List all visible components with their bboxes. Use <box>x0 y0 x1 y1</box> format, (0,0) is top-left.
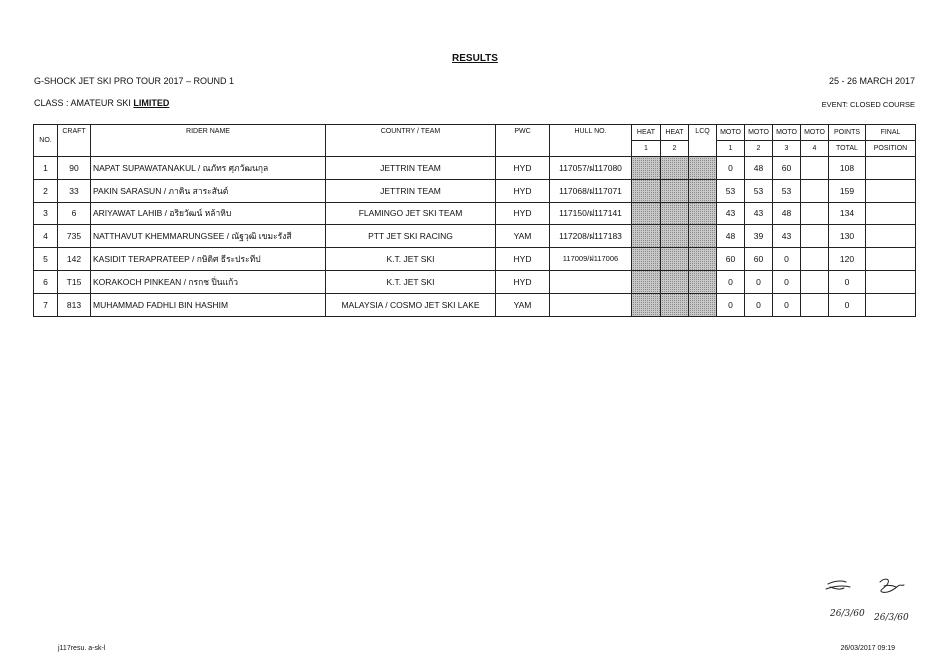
cell-moto4 <box>801 293 829 316</box>
cell-heat1 <box>632 270 661 293</box>
cell-heat1 <box>632 293 661 316</box>
cell-heat2 <box>661 270 689 293</box>
cell-moto3: 43 <box>773 225 801 248</box>
col-moto4-sub: 4 <box>801 141 829 157</box>
cell-country: K.T. JET SKI <box>326 270 496 293</box>
col-moto1: MOTO <box>717 125 745 141</box>
cell-moto2: 0 <box>745 270 773 293</box>
table-row <box>34 225 916 248</box>
cell-moto1: 0 <box>717 293 745 316</box>
page-title: RESULTS <box>452 53 498 64</box>
cell-no: 7 <box>34 293 58 316</box>
table-row <box>34 157 916 180</box>
class-line <box>34 98 169 108</box>
cell-moto2: 60 <box>745 248 773 271</box>
cell-no: 2 <box>34 179 58 202</box>
cell-heat1 <box>632 248 661 271</box>
cell-craft: 33 <box>58 179 91 202</box>
cell-rider: KASIDIT TERAPRATEEP / กษิดิศ ธีระประทีป <box>91 248 326 271</box>
cell-moto2: 0 <box>745 293 773 316</box>
cell-craft: T15 <box>58 270 91 293</box>
cell-craft: 90 <box>58 157 91 180</box>
event-type: EVENT: CLOSED COURSE <box>821 100 915 109</box>
cell-lcq <box>689 270 717 293</box>
event-name: G-SHOCK JET SKI PRO TOUR 2017 – ROUND 1 <box>34 76 235 86</box>
cell-hull <box>550 270 632 293</box>
cell-moto1: 53 <box>717 179 745 202</box>
cell-rider: KORAKOCH PINKEAN / กรกช ปิ่นแก้ว <box>91 270 326 293</box>
cell-country: JETTRIN TEAM <box>326 179 496 202</box>
cell-hull: 117009/ฝ117006 <box>550 248 632 271</box>
cell-no: 5 <box>34 248 58 271</box>
col-moto2: MOTO <box>745 125 773 141</box>
cell-country: K.T. JET SKI <box>326 248 496 271</box>
cell-country: PTT JET SKI RACING <box>326 225 496 248</box>
cell-moto1: 0 <box>717 157 745 180</box>
cell-heat2 <box>661 293 689 316</box>
results-table <box>33 124 916 317</box>
cell-moto2: 53 <box>745 179 773 202</box>
cell-pwc: YAM <box>496 225 550 248</box>
col-lcq: LCQ <box>689 125 717 157</box>
table-row <box>34 270 916 293</box>
table-row <box>34 202 916 225</box>
cell-heat2 <box>661 248 689 271</box>
signature-date-two: 26/3/60 <box>874 613 909 623</box>
cell-final <box>866 157 916 180</box>
col-moto2-sub: 2 <box>745 141 773 157</box>
cell-heat1 <box>632 179 661 202</box>
col-hull: HULL NO. <box>550 125 632 157</box>
footer-timestamp: 26/03/2017 09:19 <box>840 645 895 652</box>
cell-craft: 6 <box>58 202 91 225</box>
cell-hull <box>550 293 632 316</box>
class-prefix: CLASS : AMATEUR SKI <box>34 98 134 108</box>
cell-final <box>866 248 916 271</box>
cell-no: 1 <box>34 157 58 180</box>
cell-craft: 813 <box>58 293 91 316</box>
cell-heat1 <box>632 225 661 248</box>
cell-points: 134 <box>829 202 866 225</box>
cell-craft: 735 <box>58 225 91 248</box>
cell-moto1: 0 <box>717 270 745 293</box>
cell-heat1 <box>632 202 661 225</box>
cell-moto1: 60 <box>717 248 745 271</box>
col-no: NO. <box>34 125 58 157</box>
table-row <box>34 293 916 316</box>
cell-hull: 117057/ฝ117080 <box>550 157 632 180</box>
cell-lcq <box>689 225 717 248</box>
cell-moto1: 43 <box>717 202 745 225</box>
cell-country: JETTRIN TEAM <box>326 157 496 180</box>
cell-final <box>866 270 916 293</box>
cell-points: 120 <box>829 248 866 271</box>
cell-lcq <box>689 202 717 225</box>
cell-moto4 <box>801 248 829 271</box>
signature-date-one: 26/3/60 <box>830 609 865 619</box>
footer-file-ref: j117resu. a-sk-l <box>58 645 106 652</box>
cell-moto4 <box>801 202 829 225</box>
handwritten-signatures <box>822 574 922 624</box>
cell-moto3: 0 <box>773 270 801 293</box>
cell-points: 130 <box>829 225 866 248</box>
cell-hull: 117068/ฝ117071 <box>550 179 632 202</box>
cell-moto3: 0 <box>773 248 801 271</box>
cell-points: 159 <box>829 179 866 202</box>
col-moto1-sub: 1 <box>717 141 745 157</box>
col-heat1: HEAT <box>632 125 661 141</box>
signature-one <box>826 581 850 589</box>
cell-moto4 <box>801 179 829 202</box>
cell-lcq <box>689 179 717 202</box>
cell-rider: MUHAMMAD FADHLI BIN HASHIM <box>91 293 326 316</box>
cell-moto3: 48 <box>773 202 801 225</box>
cell-hull: 117150/ฝ117141 <box>550 202 632 225</box>
col-final: FINAL <box>866 125 916 141</box>
cell-country: MALAYSIA / COSMO JET SKI LAKE <box>326 293 496 316</box>
cell-no: 4 <box>34 225 58 248</box>
col-final-sub: POSITION <box>866 141 916 157</box>
cell-pwc: HYD <box>496 202 550 225</box>
cell-country: FLAMINGO JET SKI TEAM <box>326 202 496 225</box>
cell-hull: 117208/ฝ117183 <box>550 225 632 248</box>
cell-heat2 <box>661 202 689 225</box>
col-heat1-sub: 1 <box>632 141 661 157</box>
col-country: COUNTRY / TEAM <box>326 125 496 157</box>
cell-points: 108 <box>829 157 866 180</box>
cell-rider: NAPAT SUPAWATANAKUL / ณภัทร ศุภวัฒนกุล <box>91 157 326 180</box>
col-rider: RIDER NAME <box>91 125 326 157</box>
cell-lcq <box>689 248 717 271</box>
cell-final <box>866 293 916 316</box>
cell-moto4 <box>801 225 829 248</box>
col-points-sub: TOTAL <box>829 141 866 157</box>
cell-rider: NATTHAVUT KHEMMARUNGSEE / ณัฐวุฒิ เขมะรังสี <box>91 225 326 248</box>
col-points: POINTS <box>829 125 866 141</box>
cell-moto3: 53 <box>773 179 801 202</box>
col-moto3: MOTO <box>773 125 801 141</box>
cell-pwc: YAM <box>496 293 550 316</box>
cell-rider: PAKIN SARASUN / ภาคิน สาระสันต์ <box>91 179 326 202</box>
cell-moto4 <box>801 157 829 180</box>
cell-final <box>866 202 916 225</box>
col-craft: CRAFT <box>58 125 91 157</box>
cell-rider: ARIYAWAT LAHIB / อริยวัฒน์ หล้าหิบ <box>91 202 326 225</box>
col-moto3-sub: 3 <box>773 141 801 157</box>
table-body <box>34 157 916 317</box>
cell-pwc: HYD <box>496 270 550 293</box>
col-moto4: MOTO <box>801 125 829 141</box>
table-row <box>34 179 916 202</box>
cell-moto3: 0 <box>773 293 801 316</box>
table-header <box>34 125 916 157</box>
cell-pwc: HYD <box>496 248 550 271</box>
cell-moto4 <box>801 270 829 293</box>
col-pwc: PWC <box>496 125 550 157</box>
cell-pwc: HYD <box>496 157 550 180</box>
table-row <box>34 248 916 271</box>
class-highlight: LIMITED <box>133 98 170 108</box>
cell-moto2: 43 <box>745 202 773 225</box>
cell-points: 0 <box>829 270 866 293</box>
event-dates: 25 - 26 MARCH 2017 <box>828 76 915 86</box>
cell-moto2: 39 <box>745 225 773 248</box>
cell-moto1: 48 <box>717 225 745 248</box>
cell-craft: 142 <box>58 248 91 271</box>
cell-heat1 <box>632 157 661 180</box>
cell-heat2 <box>661 179 689 202</box>
cell-points: 0 <box>829 293 866 316</box>
cell-lcq <box>689 293 717 316</box>
cell-final <box>866 225 916 248</box>
cell-final <box>866 179 916 202</box>
cell-no: 6 <box>34 270 58 293</box>
cell-heat2 <box>661 225 689 248</box>
cell-lcq <box>689 157 717 180</box>
cell-heat2 <box>661 157 689 180</box>
cell-moto2: 48 <box>745 157 773 180</box>
col-heat2: HEAT <box>661 125 689 141</box>
cell-pwc: HYD <box>496 179 550 202</box>
cell-no: 3 <box>34 202 58 225</box>
col-heat2-sub: 2 <box>661 141 689 157</box>
signature-two <box>880 579 904 592</box>
cell-moto3: 60 <box>773 157 801 180</box>
